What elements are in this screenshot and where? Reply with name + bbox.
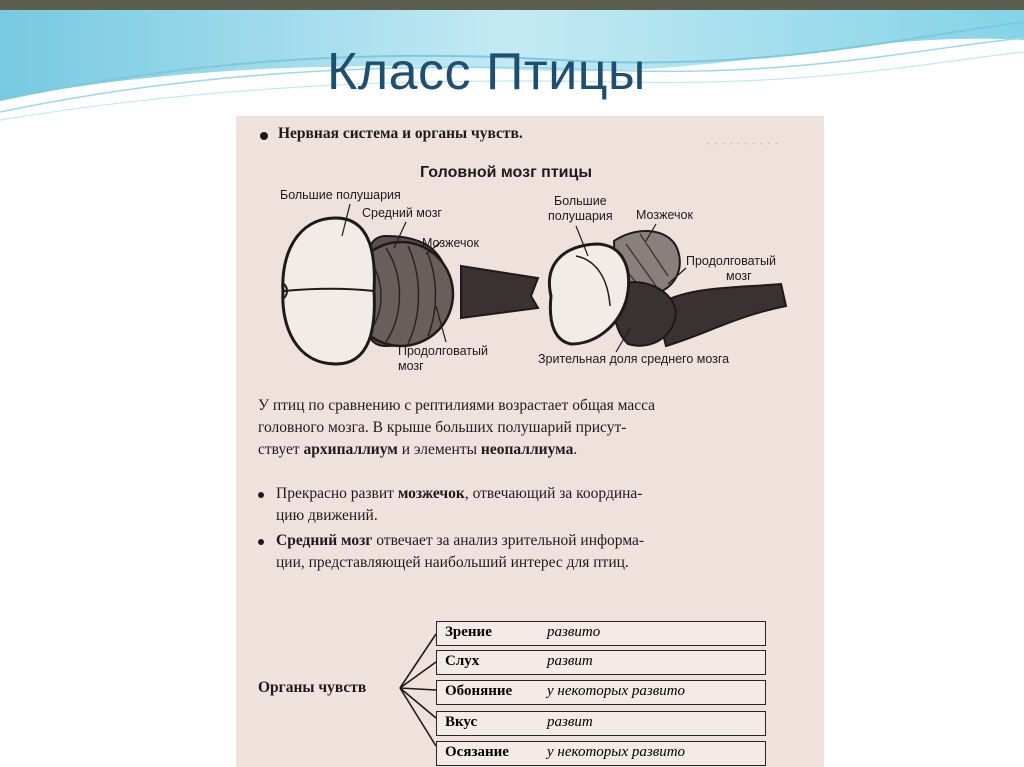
sense-name: Слух	[445, 653, 480, 669]
sense-status: у некоторых развито	[547, 683, 686, 699]
sense-row	[436, 621, 766, 646]
bullet-2-line-1: Средний мозг отвечает за анализ зрительной информа-	[276, 532, 645, 549]
leader-lines-left	[276, 196, 556, 396]
sense-name: Осязание	[445, 744, 509, 760]
sense-row	[436, 741, 766, 766]
sense-row	[436, 680, 766, 705]
sense-row	[436, 711, 766, 736]
label-hemispheres-left: Большие полушария	[280, 188, 401, 202]
label-optic-lobe: Зрительная доля среднего мозга	[538, 352, 730, 366]
paragraph-line-3: ствует архипаллиум и элементы неопаллиума.	[258, 441, 578, 458]
figure-title: Головной мозг птицы	[420, 164, 593, 181]
bullet-1-line-1: Прекрасно развит мозжечок, отвечающий за координа-	[276, 485, 643, 502]
leader-lines-right	[536, 216, 796, 386]
label-hemispheres-right-2: полушария	[548, 209, 613, 223]
label-medulla-left-2: мозг	[398, 359, 424, 373]
bleed-through: · · · · · · · · · ·	[706, 136, 779, 151]
bullet-icon	[258, 539, 264, 545]
sense-name: Вкус	[445, 714, 478, 730]
label-medulla-right-2: мозг	[726, 269, 752, 283]
section-heading: Нервная система и органы чувств.	[278, 125, 523, 142]
slide-title: Класс Птицы	[327, 43, 646, 101]
label-hemispheres-right-1: Большие	[554, 194, 607, 208]
senses-label: Органы чувств	[258, 679, 367, 696]
bullet-2-line-2: ции, представляющей наибольший интерес для птиц.	[276, 554, 629, 571]
sense-name: Зрение	[445, 624, 492, 640]
sense-status: у некоторых развито	[547, 744, 686, 760]
bullet-icon	[260, 132, 268, 140]
sense-status: развит	[547, 714, 593, 730]
textbook-scan	[236, 116, 824, 767]
bullet-1-line-2: цию движений.	[276, 507, 378, 524]
label-cerebellum-right: Мозжечок	[636, 208, 693, 222]
bullet-icon	[258, 492, 264, 498]
sense-status: развито	[547, 624, 601, 640]
paragraph-line-1: У птиц по сравнению с рептилиями возрастает общая масса	[258, 397, 656, 414]
label-medulla-right-1: Продолговатый	[686, 254, 776, 268]
sense-name: Обоняние	[445, 683, 513, 699]
label-midbrain: Средний мозг	[362, 206, 442, 220]
label-medulla-left-1: Продолговатый	[398, 344, 488, 358]
label-cerebellum-left: Мозжечок	[422, 236, 479, 250]
sense-status: развит	[547, 653, 593, 669]
sense-row	[436, 650, 766, 675]
paragraph-line-2: головного мозга. В крыше больших полушарий присут-	[258, 419, 627, 436]
